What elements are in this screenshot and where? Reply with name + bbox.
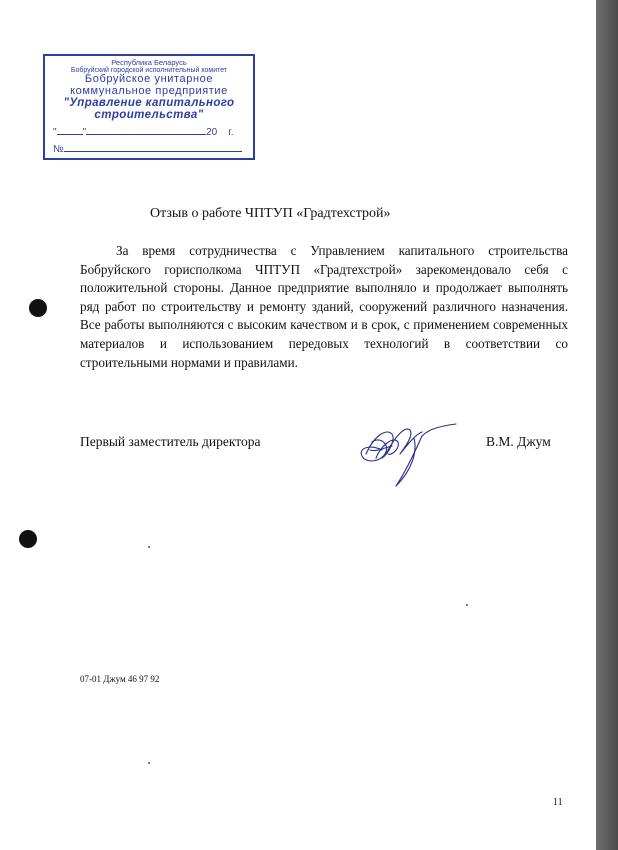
scan-speck <box>148 762 150 764</box>
signatory-position: Первый заместитель директора <box>80 434 261 449</box>
signatory-name: В.М. Джум <box>486 434 551 449</box>
stamp-org-name-line2: строительства" <box>94 109 204 122</box>
stamp-day-blank <box>57 134 83 135</box>
hole-punch <box>19 530 37 548</box>
stamp-date-quote-open: " <box>53 127 57 138</box>
stamp-org-name-line1: "Управление капитального <box>63 97 235 110</box>
stamp-year-unit: г. <box>228 127 234 138</box>
stamp-date-field <box>53 127 253 138</box>
handwritten-signature <box>352 414 460 490</box>
document-title: Отзыв о работе ЧПТУП «Градтехстрой» <box>150 206 391 221</box>
document-body: За время сотрудничества с Управлением капитального строительства Бобруйского горисполкома ЧПТУП «Градтехстрой» зарекомендовало себя с положительной стороны. Данное предприятие выполняло и продолжает выполнять ряд работ по строительству и ремонту зданий, сооружений различного назначения. Все работы выполняются с высоким качеством и в срок, с применением современных материалов и использованием передовых технологий в соответствии со строительными нормами и правилами. <box>80 243 568 370</box>
stamp-date-quote-close: " <box>82 127 87 138</box>
stamp-month-blank <box>86 134 206 135</box>
scan-speck <box>148 546 150 548</box>
stamp-country: Республика Беларусь <box>111 58 187 67</box>
stamp-year-prefix: 20 <box>206 127 218 138</box>
page-number: 11 <box>553 797 563 808</box>
stamp-org-line2: коммунальное предприятие <box>70 84 228 97</box>
footer-executor-code: 07-01 Джум 46 97 92 <box>80 674 160 684</box>
stamp-number-field <box>53 144 253 155</box>
scan-edge <box>596 0 618 850</box>
hole-punch <box>29 299 47 317</box>
scan-speck <box>466 604 468 606</box>
stamp-number-sign: № <box>53 144 64 155</box>
registration-stamp <box>43 54 255 160</box>
stamp-authority: Бобруйский городской исполнительный комитет <box>70 66 228 74</box>
stamp-number-blank <box>64 151 242 152</box>
stamp-org-line1: Бобруйское унитарное <box>84 73 214 86</box>
